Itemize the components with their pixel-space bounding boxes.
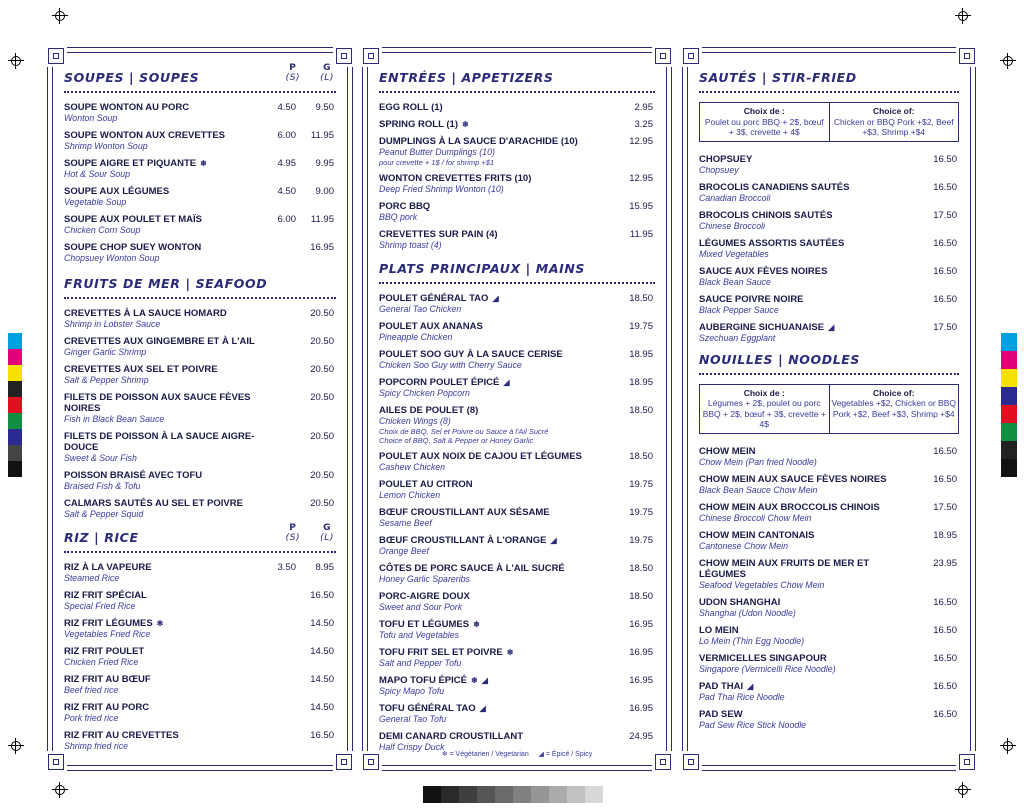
item-name: SOUPE AUX POULET ET MAÏS <box>64 214 202 225</box>
menu-item <box>699 322 959 344</box>
item-name: TOFU ET LÉGUMES ❄ <box>379 619 480 630</box>
item-price: 18.50 <box>629 293 653 304</box>
item-english-name: Chinese Broccoli Chow Mein <box>699 512 812 523</box>
menu-item <box>64 590 336 612</box>
item-english-name: Orange Beef <box>379 546 429 556</box>
menu-item <box>64 392 336 425</box>
menu-item <box>64 102 336 124</box>
item-name: WONTON CREVETTES FRITS (10) <box>379 173 532 184</box>
item-price: 16.50 <box>933 624 957 636</box>
item-price: 16.50 <box>933 181 957 193</box>
menu-item <box>699 154 959 176</box>
item-name: SAUCE POIVRE NOIRE <box>699 293 804 305</box>
price-small: 4.95 <box>277 158 296 169</box>
item-english-name: Chinese Broccoli <box>699 220 766 231</box>
item-name: DEMI CANARD CROUSTILLANT <box>379 731 524 742</box>
menu-item <box>379 619 655 641</box>
item-name: SOUPE WONTON AUX CREVETTES <box>64 130 225 141</box>
item-name: PORC BBQ <box>379 201 431 212</box>
item-price: 18.50 <box>629 451 653 462</box>
item-name: PAD SEW <box>699 708 743 720</box>
item-english-name: Chicken Soo Guy with Cherry Sauce <box>379 360 522 370</box>
item-english-name: Singapore (Vermicelli Rice Noodle) <box>699 663 836 674</box>
item-english-name: Cantonese Chow Mein <box>699 540 788 551</box>
item-price: 19.75 <box>629 321 653 332</box>
registration-mark <box>8 738 24 754</box>
registration-mark <box>955 8 971 24</box>
item-price: 16.50 <box>933 265 957 277</box>
menu-item <box>379 405 655 445</box>
item-name: SPRING ROLL (1) ❄ <box>379 119 469 130</box>
menu-item <box>699 653 959 675</box>
item-english-name: Beef fried rice <box>64 685 119 695</box>
item-name: SOUPE CHOP SUEY WONTON <box>64 242 202 253</box>
spicy-icon: ◢ <box>503 378 510 387</box>
item-name: CREVETTES AUX GINGEMBRE ET À L'AIL <box>64 336 255 347</box>
item-name: FILETS DE POISSON AUX SAUCE FÈVES NOIRES <box>64 392 251 414</box>
spicy-icon: ◢ <box>492 294 499 303</box>
item-name: CHOW MEIN AUX BROCCOLIS CHINOIS <box>699 501 880 513</box>
item-price: 17.50 <box>933 209 957 221</box>
item-name: POULET SOO GUY À LA SAUCE CERISE <box>379 349 563 360</box>
item-english-name: Steamed Rice <box>64 573 120 583</box>
price-small: 3.50 <box>277 562 296 573</box>
item-price: 16.95 <box>629 703 653 714</box>
price-large: 14.50 <box>310 674 334 685</box>
item-english-name: Pork fried rice <box>64 713 119 723</box>
item-price: 18.95 <box>629 377 653 388</box>
price-small: 6.00 <box>277 130 296 141</box>
menu-item <box>64 618 336 640</box>
item-english-name: Seafood Vegetables Chow Mein <box>699 579 825 590</box>
mains-list <box>379 293 655 753</box>
menu-item <box>699 530 959 552</box>
item-price: 18.50 <box>629 563 653 574</box>
registration-mark <box>52 782 68 798</box>
menu-item <box>699 182 959 204</box>
item-name: CÔTES DE PORC SAUCE À L'AIL SUCRÉ <box>379 563 565 574</box>
menu-item <box>379 675 655 697</box>
item-english-name: General Tao Tofu <box>379 714 447 724</box>
item-price: 17.50 <box>933 321 957 333</box>
item-english-name: Shrimp Wonton Soup <box>64 141 148 151</box>
price-large: 14.50 <box>310 646 334 657</box>
vegetarian-icon: ❄ <box>200 159 207 168</box>
soups-list <box>64 102 336 264</box>
item-note: Choice of BBQ, Salt & Pepper or Honey Garlic <box>379 436 534 445</box>
menu-item <box>379 451 655 473</box>
item-english-name: Chow Mein (Pan fried Noodle) <box>699 456 817 467</box>
menu-item <box>379 377 655 399</box>
item-price: 19.75 <box>629 479 653 490</box>
color-bar-left <box>8 333 22 477</box>
item-price: 16.50 <box>933 680 957 692</box>
item-english-name: Szechuan Eggplant <box>699 332 776 343</box>
item-name: BROCOLIS CHINOIS SAUTÉS <box>699 209 833 221</box>
item-english-name: Ginger Garlic Shrimp <box>64 347 147 357</box>
item-english-name: Wonton Soup <box>64 113 118 123</box>
panel-soups-seafood-rice <box>47 47 353 771</box>
item-name: PORC-AIGRE DOUX <box>379 591 470 602</box>
item-price: 16.50 <box>933 153 957 165</box>
item-name: POULET GÉNÉRAL TAO ◢ <box>379 293 499 304</box>
appetizers-list <box>379 102 655 251</box>
item-note: pour crevette + 1$ / for shrimp +$1 <box>379 158 495 167</box>
item-english-name: Sesame Beef <box>379 518 432 528</box>
menu-item <box>64 158 336 180</box>
menu-item <box>64 364 336 386</box>
menu-item <box>379 293 655 315</box>
item-name: FILETS DE POISSON À LA SAUCE AIGRE-DOUCE <box>64 431 255 453</box>
price-large: 16.95 <box>310 242 334 253</box>
price-large: 8.95 <box>315 562 334 573</box>
item-name: CHOW MEIN AUX FRUITS DE MER ET LÉGUMES <box>699 557 870 580</box>
item-price: 16.50 <box>933 445 957 457</box>
menu-item <box>699 625 959 647</box>
item-name: SOUPE WONTON AU PORC <box>64 102 190 113</box>
registration-mark <box>955 782 971 798</box>
menu-item <box>699 238 959 260</box>
spicy-icon: ◢ <box>479 704 486 713</box>
menu-item <box>64 562 336 584</box>
color-bar-right <box>1001 333 1017 477</box>
item-name: BROCOLIS CANADIENS SAUTÉS <box>699 181 850 193</box>
item-name: RIZ FRIT LÉGUMES ❄ <box>64 618 164 629</box>
item-name: CHOW MEIN AUX SAUCE FÈVES NOIRES <box>699 473 887 485</box>
item-english-name: Spicy Mapo Tofu <box>379 686 445 696</box>
item-english-name: Lo Mein (Thin Egg Noodle) <box>699 635 805 646</box>
menu-item <box>64 431 336 464</box>
item-name: RIZ FRIT SPÉCIAL <box>64 590 147 601</box>
price-large: 11.95 <box>310 214 334 225</box>
item-price: 16.95 <box>629 675 653 686</box>
registration-mark <box>1000 53 1016 69</box>
item-name: CREVETTES SUR PAIN (4) <box>379 229 498 240</box>
item-name: EGG ROLL (1) <box>379 102 443 113</box>
item-english-name: Chicken Fried Rice <box>64 657 139 667</box>
section-title-rice: RIZ | RICE P (S) G (L) <box>64 523 334 545</box>
item-english-name: Salt & Pepper Squid <box>64 509 144 519</box>
menu-item <box>699 597 959 619</box>
item-english-name: General Tao Chicken <box>379 304 462 314</box>
item-price: 16.50 <box>933 708 957 720</box>
item-english-name: Pad Sew Rice Stick Noodle <box>699 719 807 730</box>
noodles-list <box>699 446 959 731</box>
item-price: 18.50 <box>629 405 653 416</box>
item-english-name: Black Bean Sauce Chow Mein <box>699 484 818 495</box>
item-name: UDON SHANGHAI <box>699 596 781 608</box>
spicy-icon: ◢ <box>550 536 557 545</box>
menu-item <box>379 349 655 371</box>
item-english-name: Shrimp toast (4) <box>379 240 442 250</box>
item-name: POISSON BRAISÉ AVEC TOFU <box>64 470 203 481</box>
spicy-icon: ◢ <box>828 322 835 332</box>
menu-item <box>64 646 336 668</box>
item-name: LO MEIN <box>699 624 739 636</box>
item-price: 20.50 <box>310 431 334 442</box>
item-name: POULET AUX ANANAS <box>379 321 483 332</box>
item-name: MAPO TOFU ÉPICÉ ❄ ◢ <box>379 675 488 686</box>
item-english-name: Tofu and Vegetables <box>379 630 460 640</box>
item-name: LÉGUMES ASSORTIS SAUTÉES <box>699 237 845 249</box>
menu-item <box>64 730 336 752</box>
item-price: 2.95 <box>634 102 653 113</box>
item-price: 19.75 <box>629 535 653 546</box>
panel-stirfried-noodles <box>682 47 976 771</box>
item-english-name: Black Pepper Sauce <box>699 304 779 315</box>
noodles-options-box: Choix de : Légumes + 2$, poulet ou porc BBQ + 2$, bœuf + 3$, crevette + 4$ Choice of: Vegetables +$2, Chicken or BBQ Pork +$2, Beef +$3, Shrimp +$4 <box>699 384 959 434</box>
menu-item <box>699 709 959 731</box>
stir-fried-options-box: Choix de : Poulet ou porc BBQ + 2$, bœuf + 3$, crevette + 4$ Choice of: Chicken or BBQ Pork +$2, Beef +$3, Shrimp +$4 <box>699 102 959 142</box>
menu-item <box>699 474 959 496</box>
menu-item <box>379 591 655 613</box>
spicy-icon: ◢ <box>538 751 544 758</box>
symbol-legend: ❄ = Végétarien / Vegetarian ◢ = Épicé / Spicy <box>441 751 593 758</box>
item-price: 17.50 <box>933 501 957 513</box>
vegetarian-icon: ❄ <box>156 619 164 628</box>
section-title-seafood: FRUITS DE MER | SEAFOOD <box>64 276 268 291</box>
item-name: POPCORN POULET ÉPICÉ ◢ <box>379 377 510 388</box>
menu-item <box>64 336 336 358</box>
menu-item <box>379 479 655 501</box>
registration-mark <box>52 8 68 24</box>
item-price: 3.25 <box>634 119 653 130</box>
item-english-name: Salt & Pepper Shrimp <box>64 375 149 385</box>
item-english-name: Fish in Black Bean Sauce <box>64 414 165 424</box>
menu-item <box>379 119 655 130</box>
item-name: AUBERGINE SICHUANAISE ◢ <box>699 321 835 333</box>
item-price: 23.95 <box>933 557 957 569</box>
item-name: SOUPE AUX LÉGUMES <box>64 186 170 197</box>
panel-appetizers-mains <box>362 47 672 771</box>
menu-item <box>64 470 336 492</box>
item-english-name: Cashew Chicken <box>379 462 446 472</box>
item-name: AILES DE POULET (8) <box>379 405 479 416</box>
item-name: TOFU GÉNÉRAL TAO ◢ <box>379 703 486 714</box>
menu-item <box>64 702 336 724</box>
price-large: 9.95 <box>315 158 334 169</box>
menu-item <box>699 558 959 591</box>
item-english-name: Shrimp fried rice <box>64 741 129 751</box>
item-name: RIZ FRIT AU PORC <box>64 702 150 713</box>
item-price: 24.95 <box>629 731 653 742</box>
item-english-name: Peanut Butter Dumplings (10) <box>379 147 495 157</box>
item-price: 20.50 <box>310 470 334 481</box>
item-english-name: Shrimp in Lobster Sauce <box>64 319 161 329</box>
item-name: POULET AU CITRON <box>379 479 473 490</box>
item-name: SAUCE AUX FÈVES NOIRES <box>699 265 828 277</box>
item-english-name: Sweet & Sour Fish <box>64 453 137 463</box>
price-small: 6.00 <box>277 214 296 225</box>
item-name: VERMICELLES SINGAPOUR <box>699 652 827 664</box>
price-large: 9.00 <box>315 186 334 197</box>
item-english-name: Canadian Broccoli <box>699 192 771 203</box>
item-english-name: Chicken Corn Soup <box>64 225 141 235</box>
item-english-name: Sweet and Sour Pork <box>379 602 463 612</box>
vegetarian-icon: ❄ <box>506 648 514 657</box>
menu-item <box>699 681 959 703</box>
item-english-name: Pineapple Chicken <box>379 332 453 342</box>
item-price: 16.95 <box>629 619 653 630</box>
section-title-appetizers: ENTRÉES | APPETIZERS <box>379 70 554 85</box>
item-name: RIZ FRIT AU CREVETTES <box>64 730 179 741</box>
item-name: TOFU FRIT SEL ET POIVRE ❄ <box>379 647 514 658</box>
item-english-name: Honey Garlic Spareribs <box>379 574 470 584</box>
item-english-name: Chopsuey <box>699 164 739 175</box>
item-price: 16.50 <box>933 473 957 485</box>
item-price: 11.95 <box>629 229 653 240</box>
menu-item <box>379 703 655 725</box>
stir-fried-list <box>699 154 959 344</box>
vegetarian-icon: ❄ <box>473 620 480 629</box>
menu-item <box>64 308 336 330</box>
item-name: CALMARS SAUTÉS AU SEL ET POIVRE <box>64 498 243 509</box>
item-english-name: Deep Fried Shrimp Wonton (10) <box>379 184 504 194</box>
spicy-icon: ◢ <box>481 676 488 685</box>
item-name: DUMPLINGS À LA SAUCE D'ARACHIDE (10) <box>379 136 578 147</box>
menu-item <box>699 502 959 524</box>
item-price: 16.95 <box>629 647 653 658</box>
item-price: 18.95 <box>933 529 957 541</box>
menu-item <box>379 102 655 113</box>
item-name: POULET AUX NOIX DE CAJOU ET LÉGUMES <box>379 451 582 462</box>
item-english-name: Spicy Chicken Popcorn <box>379 388 470 398</box>
price-small: 4.50 <box>277 102 296 113</box>
item-note: Choix de BBQ, Sel et Poivre ou Sauce à l'Ail Sucré <box>379 427 549 436</box>
item-english-name: Black Bean Sauce <box>699 276 771 287</box>
menu-item <box>64 186 336 208</box>
item-name: CHOW MEIN CANTONAIS <box>699 529 815 541</box>
item-english-name: Special Fried Rice <box>64 601 136 611</box>
item-name: CHOPSUEY <box>699 153 753 165</box>
price-large: 16.50 <box>310 730 334 741</box>
item-name: RIZ À LA VAPEURE <box>64 562 152 573</box>
item-name: PAD THAI ◢ <box>699 680 754 692</box>
item-english-name: Chicken Wings (8) <box>379 416 451 426</box>
item-price: 19.75 <box>629 507 653 518</box>
item-english-name: Hot & Sour Soup <box>64 169 131 179</box>
menu-item <box>699 446 959 468</box>
item-price: 20.50 <box>310 392 334 403</box>
item-english-name: Lemon Chicken <box>379 490 441 500</box>
item-price: 12.95 <box>629 136 653 147</box>
menu-item <box>64 242 336 264</box>
item-name: BŒUF CROUSTILLANT À L'ORANGE ◢ <box>379 535 557 546</box>
item-name: CREVETTES AUX SEL ET POIVRE <box>64 364 218 375</box>
item-english-name: Salt and Pepper Tofu <box>379 658 462 668</box>
item-english-name: Pad Thai Rice Noodle <box>699 691 785 702</box>
menu-item <box>64 214 336 236</box>
price-small: 4.50 <box>277 186 296 197</box>
section-title-soups: SOUPES | SOUPES P (S) G (L) <box>64 63 334 85</box>
menu-item <box>379 563 655 585</box>
menu-item <box>379 173 655 195</box>
menu-item <box>699 294 959 316</box>
item-price: 18.50 <box>629 591 653 602</box>
item-price: 16.50 <box>933 652 957 664</box>
menu-item <box>379 201 655 223</box>
item-price: 15.95 <box>629 201 653 212</box>
item-english-name: Mixed Vegetables <box>699 248 769 259</box>
menu-item <box>699 266 959 288</box>
vegetarian-icon: ❄ <box>470 676 478 685</box>
item-english-name: Vegetables Fried Rice <box>64 629 151 639</box>
section-title-noodles: NOUILLES | NOODLES <box>699 351 861 367</box>
item-name: CREVETTES À LA SAUCE HOMARD <box>64 308 227 319</box>
section-title-mains: PLATS PRINCIPAUX | MAINS <box>379 261 586 276</box>
menu-item <box>379 136 655 167</box>
section-title-stir-fried: SAUTÉS | STIR-FRIED <box>699 70 857 85</box>
item-english-name: Chopsuey Wonton Soup <box>64 253 160 263</box>
menu-item <box>379 647 655 669</box>
item-english-name: Half Crispy Duck <box>379 742 445 752</box>
item-price: 20.50 <box>310 498 334 509</box>
item-english-name: Braised Fish & Tofu <box>64 481 141 491</box>
item-name: RIZ FRIT AU BŒUF <box>64 674 151 685</box>
menu-item <box>379 321 655 343</box>
item-price: 12.95 <box>629 173 653 184</box>
menu-item <box>64 498 336 520</box>
menu-item <box>379 535 655 557</box>
item-name: RIZ FRIT POULET <box>64 646 145 657</box>
menu-item <box>64 674 336 696</box>
rice-list <box>64 562 336 752</box>
seafood-list <box>64 308 336 520</box>
menu-item <box>379 229 655 251</box>
menu-item <box>64 130 336 152</box>
item-english-name: Shanghai (Udon Noodle) <box>699 607 796 618</box>
registration-mark <box>8 53 24 69</box>
menu-item <box>379 507 655 529</box>
price-large: 14.50 <box>310 618 334 629</box>
item-english-name: Vegetable Soup <box>64 197 127 207</box>
item-price: 20.50 <box>310 364 334 375</box>
spicy-icon: ◢ <box>747 681 754 691</box>
item-price: 20.50 <box>310 336 334 347</box>
item-english-name: BBQ pork <box>379 212 418 222</box>
item-name: SOUPE AIGRE ET PIQUANTE ❄ <box>64 158 207 169</box>
item-price: 16.50 <box>933 293 957 305</box>
item-name: BŒUF CROUSTILLANT AUX SÉSAME <box>379 507 550 518</box>
item-price: 18.95 <box>629 349 653 360</box>
item-price: 16.50 <box>933 596 957 608</box>
price-large: 9.50 <box>315 102 334 113</box>
vegetarian-icon: ❄ <box>441 751 448 758</box>
item-price: 20.50 <box>310 308 334 319</box>
price-large: 14.50 <box>310 702 334 713</box>
item-price: 16.50 <box>933 237 957 249</box>
price-large: 11.95 <box>310 130 334 141</box>
menu-item <box>699 210 959 232</box>
item-name: CHOW MEIN <box>699 445 756 457</box>
registration-mark <box>1000 738 1016 754</box>
vegetarian-icon: ❄ <box>462 120 469 129</box>
price-large: 16.50 <box>310 590 334 601</box>
